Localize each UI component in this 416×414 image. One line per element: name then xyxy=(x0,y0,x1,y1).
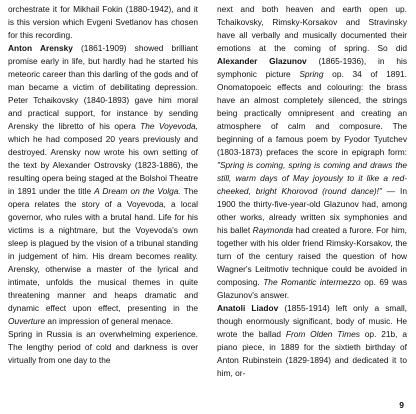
paragraph-text: Spring in Russia is an overwhelming experience. The lengthy period of cold and darkness is over virtually from one day to the xyxy=(8,329,198,365)
work-title: The Voyevoda, xyxy=(140,121,198,131)
work-title: The Romantic intermezzo xyxy=(263,277,361,287)
left-column xyxy=(8,3,198,367)
paragraph-text: (1865-1936), in his symphonic picture xyxy=(217,56,407,79)
composer-name: Anatoli Liadov xyxy=(217,303,279,313)
paragraph-spring xyxy=(8,328,198,367)
paragraph-text: The opera relates the story of a Voyevoda, a local governor, who rules with a brutal hand. Life for his victims is a nightmare, but the Voyevoda's own sleep is plagued by the vision of a tribunal standing in judgement of him. His dream becomes reality. Arensky, otherwise a master of the lyrical and intimate, unfolds the musical themes in quite threatening manner and heaps dramatic and dynamic effect upon effect, presenting in the xyxy=(8,186,198,313)
composer-name: Anton Arensky xyxy=(8,43,73,53)
paragraph-text: which he had composed 20 years previously and destroyed. Arensky now wrote his own setting of the text by Alexander Ostrovsky (1823-1886), the resulting opera being staged at the Bolshoi Theatre in 1891 under the title xyxy=(8,134,198,196)
work-title: A Dream on the Volga. xyxy=(94,186,181,196)
paragraph-text: (1861-1909) showed brilliant promise early in life, but hardly had he started his meteoric career than this darling of the gods and of man became a victim of debilitating depression. Peter Tchaikovsky (1840-1893) gave him moral and practical support, for instance by sending Arensky the libretto of his opera xyxy=(8,43,198,131)
poem-quote: "Spring is coming, spring is coming and draws the still, warm days of May joyously to it like a red-cheeked, bright Khorovod (round dance)!" xyxy=(217,160,407,196)
paragraph-glazunov xyxy=(217,3,407,302)
paragraph-text: had created a furore. For him, together with his older friend Rimsky-Korsakov, the turn of the century raised the question of how Wagner's Leitmotiv technique could be avoided in composing. xyxy=(217,225,407,287)
page-number: 9 xyxy=(399,400,404,410)
work-title: From Olden Times xyxy=(285,329,360,339)
work-title: Spring xyxy=(299,69,324,79)
paragraph-text: an impression of general menace. xyxy=(45,316,174,326)
paragraph-liadov xyxy=(217,302,407,380)
work-title: Ouverture xyxy=(8,316,46,326)
composer-name: Alexander Glazunov xyxy=(217,56,307,66)
paragraph-fokin xyxy=(8,3,198,42)
paragraph-text: next and both heaven and earth open up. Tchaikovsky, Rimsky-Korsakov and Stravinsky have all verbally and musically documented their emotions at the coming of spring. So did xyxy=(217,4,407,53)
right-column xyxy=(217,3,407,380)
paragraph-text: — In 1900 the thirty-five-year-old Glazunov had, among other works, already written six symphonies and his ballet xyxy=(217,186,407,235)
paragraph-text: op. 34 of 1891. Onomatopoeic effects and colouring: the brass have an almost completely silenced, the strings being practically omnipresent and creating an atmosphere of calm and composure. The beginning of a famous poem by Fyodor Tyutchev (1803-1873) prefaces the score in epigraph form: xyxy=(217,69,408,157)
paragraph-text: orchestrate it for Mikhail Fokin (1880-1942), and it is this version which Evgeni Svetlanov has chosen for this recording. xyxy=(8,4,198,40)
paragraph-text: op. 21b, a piano piece, in 1889 for the sixtieth birthday of Anton Rubinstein (1829-1894) and dedicated it to him, or- xyxy=(217,329,407,378)
paragraph-arensky xyxy=(8,42,198,328)
paragraph-text: (1855-1914) left only a small, though enormously significant, body of music. He wrote the ballad xyxy=(217,303,407,339)
paragraph-text: op. 69 was Glazunov's answer. xyxy=(217,277,407,300)
work-title: Raymonda xyxy=(252,225,294,235)
